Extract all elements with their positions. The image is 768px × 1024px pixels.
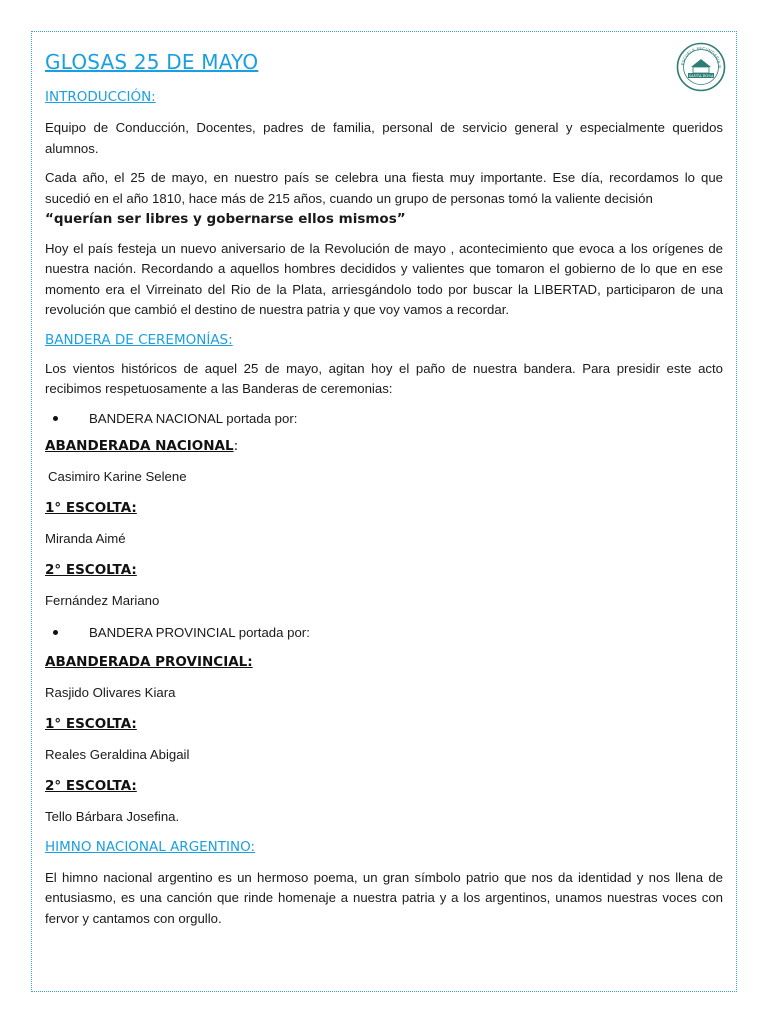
- flags-paragraph: Los vientos históricos de aquel 25 de mayo, agitan hoy el paño de nuestra bandera. Para presidir este acto recibimos respetuosamente a las Banderas de ceremonias:: [45, 360, 723, 396]
- provincial-bearer-name: Rasjido Olivares Kiara: [45, 684, 176, 700]
- intro-paragraph-2-text: Cada año, el 25 de mayo, en nuestro país se celebra una fiesta muy importante. Ese día, recordamos lo que sucedió en el año 1810, hace más de 215 años, cuando un grupo de personas tomó la valiente decisión: [45, 170, 723, 206]
- provincial-flag-bullet: [45, 623, 723, 643]
- intro-paragraph-1: Equipo de Conducción, Docentes, padres de familia, personal de servicio general y especialmente queridos alumnos.: [45, 120, 723, 156]
- intro-paragraph-3: Hoy el país festeja un nuevo aniversario de la Revolución de mayo , acontecimiento que evoca a los orígenes de nuestra nación. Recordando a aquellos hombres decididos y valientes que tomaron el gobierno de lo que en ese momento era el Virreinato del Rio de la Plata, arriesgándolo todo por buscar la LIBERTAD, participaron de una revolución que cambió el destino de nuestra patria y que voy vamos a recordar.: [45, 240, 723, 317]
- svg-text:SANTA ROSA: SANTA ROSA: [688, 74, 714, 78]
- bullet-dot: [53, 630, 58, 635]
- document-title: GLOSAS 25 DE MAYO: [45, 50, 259, 74]
- document-body: [45, 48, 723, 929]
- intro-heading: INTRODUCCIÓN:: [45, 89, 156, 105]
- bullet-dot: [53, 416, 58, 421]
- anthem-heading: HIMNO NACIONAL ARGENTINO:: [45, 838, 256, 855]
- national-escort1-name: Miranda Aimé: [45, 530, 126, 546]
- national-escort2-heading: 2° ESCOLTA:: [45, 561, 137, 578]
- national-bearer-name: Casimiro Karine Selene: [48, 468, 187, 484]
- provincial-escort2-name: Tello Bárbara Josefina.: [45, 808, 180, 824]
- provincial-bearer-heading: ABANDERADA PROVINCIAL:: [45, 653, 253, 670]
- national-bearer-heading: ABANDERADA NACIONAL:: [45, 437, 239, 454]
- national-escort1-heading: 1° ESCOLTA:: [45, 499, 137, 516]
- provincial-escort2-heading: 2° ESCOLTA:: [45, 777, 137, 794]
- national-flag-bullet: [45, 409, 723, 429]
- provincial-escort1-heading: 1° ESCOLTA:: [45, 715, 137, 732]
- intro-paragraph-2: [45, 168, 723, 230]
- national-escort2-name: Fernández Mariano: [45, 592, 160, 608]
- anthem-paragraph: El himno nacional argentino es un hermoso poema, un gran símbolo patrio que nos da identidad y nos llena de entusiasmo, es una canción que rinde homenaje a nuestra patria y a los argentinos, unamos nuestras voces con fervor y cantamos con orgullo.: [45, 869, 723, 926]
- svg-text:ESCUELA SECUNDARIA Nº: ESCUELA SECUNDARIA N: [680, 45, 723, 69]
- provincial-flag-bullet-text: BANDERA PROVINCIAL portada por:: [89, 624, 310, 640]
- intro-quote: “querían ser libres y gobernarse ellos mismos”: [45, 211, 406, 227]
- flags-heading: BANDERA DE CEREMONÍAS:: [45, 331, 233, 348]
- provincial-escort1-name: Reales Geraldina Abigail: [45, 746, 190, 762]
- national-flag-bullet-text: BANDERA NACIONAL portada por:: [89, 410, 298, 426]
